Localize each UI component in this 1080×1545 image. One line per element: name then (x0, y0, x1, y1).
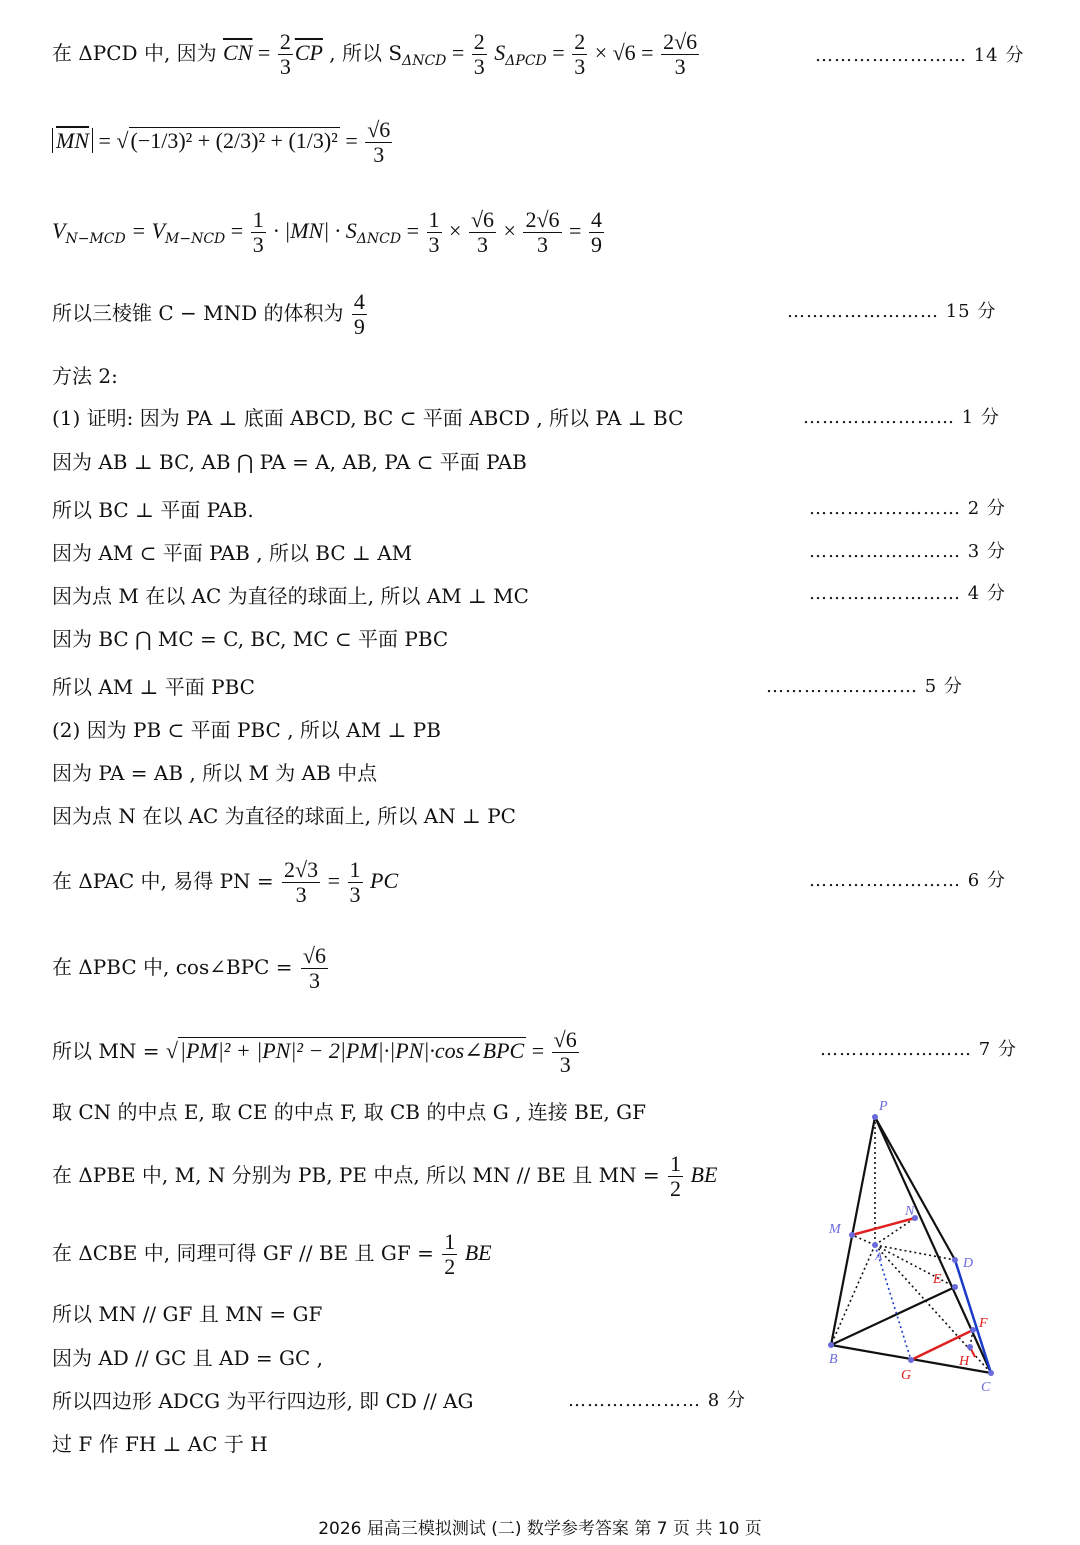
line-23: 因为 AD // GC 且 AD = GC , (52, 1346, 323, 1370)
method-2-heading: 方法 2: (52, 364, 118, 388)
label-H: H (959, 1354, 970, 1369)
score-3: …………………… 3 分 (809, 541, 1006, 562)
line-1: 在 ΔPCD 中, 因为 $\overline{CN}$ = $\frac{2}{3}$ $\overline{CP}$ , 所以 $S_{\Delta NCD}$ = $\frac{2}{3}$ $S_{\Delta PCD}$ = $\frac{2}{3}$ × √6 = $\frac{2√6}{3}$ (52, 29, 698, 79)
line-10: 因为点 M 在以 AC 为直径的球面上, 所以 AM ⊥ MC (52, 584, 529, 608)
label-B: B (829, 1352, 838, 1367)
line-21: 在 ΔCBE 中, 同理可得 GF // BE 且 GF = $\frac{1}{2}$ BE (52, 1229, 492, 1279)
line-6: (1) 证明: 因为 PA ⊥ 底面 ABCD, BC ⊂ 平面 ABCD , 所以 PA ⊥ BC (52, 406, 684, 430)
score-15: …………………… 15 分 (787, 301, 997, 322)
edge-BE (831, 1287, 955, 1345)
line-2: $\overline{MN} = √(-1/3)^2 + (2/3)^2 + (1/3)^2$ = $\frac{√6}{3}$ (52, 118, 394, 167)
line-11: 因为 BC ⋂ MC = C, BC, MC ⊂ 平面 PBC (52, 627, 449, 651)
line-20: 在 ΔPBE 中, M, N 分别为 PB, PE 中点, 所以 MN // BE 且 MN = $\frac{1}{2}$ BE (52, 1151, 718, 1201)
score-4: …………………… 4 分 (809, 583, 1006, 604)
line-24: 所以四边形 ADCG 为平行四边形, 即 CD // AG (52, 1389, 474, 1413)
line-15: 因为点 N 在以 AC 为直径的球面上, 所以 AN ⊥ PC (52, 804, 516, 828)
label-E: E (933, 1272, 942, 1287)
line-3: $V_{N-MCD} = V_{M-NCD}$ = $\frac{1}{3}$ · $|MN| \cdot S_{\Delta NCD}$ = $\frac{1}{3}$ × $\frac{√6}{3}$ × $\frac{2√6}{3}$ = $\frac{4}{9}$ (52, 207, 602, 257)
edge-AM (852, 1235, 875, 1245)
score-8: ………………… 8 分 (568, 1390, 746, 1411)
edge-PC (875, 1117, 991, 1373)
score-1: …………………… 1 分 (803, 407, 1000, 428)
line-17: 在 ΔPBC 中, cos∠BPC = $\frac{√6}{3}$ (52, 943, 326, 993)
line-18: 所以 MN = √|PM|² + |PN|² − 2|PM|·|PN|·cos∠BPC = $\frac{√6}{3}$ (52, 1027, 577, 1077)
line-9: 因为 AM ⊂ 平面 PAB , 所以 BC ⊥ AM (52, 541, 413, 565)
score-14: …………………… 14 分 (815, 45, 1025, 66)
label-A: A (875, 1249, 883, 1263)
line-19: 取 CN 的中点 E, 取 CE 的中点 F, 取 CB 的中点 G , 连接 BE, GF (52, 1100, 646, 1124)
line-12: 所以 AM ⊥ 平面 PBC (52, 675, 255, 699)
segment-MN (852, 1218, 915, 1235)
label-F: F (979, 1316, 988, 1331)
score-7: …………………… 7 分 (820, 1039, 1017, 1060)
label-M: M (829, 1222, 841, 1237)
edge-AD (875, 1245, 955, 1260)
label-N: N (905, 1204, 915, 1219)
vertex-points (828, 1114, 994, 1376)
score-5: …………………… 5 分 (766, 676, 963, 697)
label-P: P (879, 1099, 888, 1114)
line-25: 过 F 作 FH ⊥ AC 于 H (52, 1432, 268, 1456)
page-footer: 2026 届高三模拟测试 (二) 数学参考答案 第 7 页 共 10 页 (318, 1519, 762, 1539)
label-C: C (981, 1380, 991, 1395)
line-13: (2) 因为 PB ⊂ 平面 PBC , 所以 AM ⊥ PB (52, 718, 441, 742)
line-14: 因为 PA = AB , 所以 M 为 AB 中点 (52, 761, 378, 785)
line-8: 所以 BC ⊥ 平面 PAB. (52, 498, 254, 522)
score-2: …………………… 2 分 (809, 498, 1006, 519)
label-D: D (963, 1256, 974, 1271)
edge-AN (875, 1218, 915, 1245)
line-16: 在 ΔPAC 中, 易得 PN = $\frac{2√3}{3}$ = $\frac{1}{3}$ PC (52, 857, 399, 907)
pyramid-figure (815, 1095, 1035, 1405)
edge-PD (875, 1117, 955, 1260)
score-6: …………………… 6 分 (809, 870, 1006, 891)
edge-AB (831, 1245, 875, 1345)
line-22: 所以 MN // GF 且 MN = GF (52, 1302, 323, 1326)
label-G: G (901, 1368, 912, 1383)
line-4: 所以三棱锥 C − MND 的体积为 $\frac{4}{9}$ (52, 289, 365, 339)
line-7: 因为 AB ⊥ BC, AB ⋂ PA = A, AB, PA ⊂ 平面 PAB (52, 450, 527, 474)
